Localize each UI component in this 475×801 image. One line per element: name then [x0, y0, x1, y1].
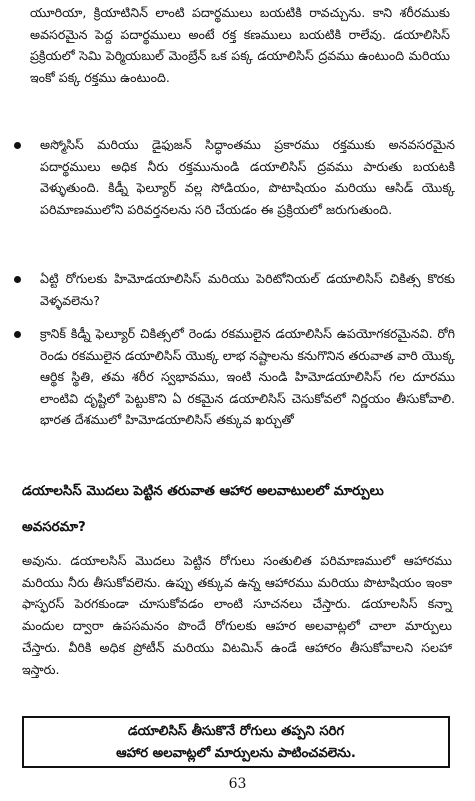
bullet-icon	[14, 276, 21, 283]
section-heading: డయాలసిస్ మొదలు పెట్టిన తరువాత ఆహార అలవాటులలో మార్పులు అవసరమా?	[22, 484, 384, 535]
notice-line-1: డయాలిసిస్ తీసుకొనే రోగులు తప్పని సరిగ	[127, 724, 345, 739]
answer-paragraph: అవును. డయాలసిస్ మొదలు పెట్టిన రోగులు సంతులిత పరిమాణములో ఆహారము మరియు నీరు తీసుకోవలెను. ఉప్పు తక్కువ ఉన్న ఆహారము మరియు పొటాషియం ఇంకా ఫాస్ఫరస్ పెరగకుండా చూసుకోవడం లాంటి సూచనలు చేస్తారు. డయాలసిస్ కన్నా మందుల ద్వారా ఉపసమనం పొందే రోగులకు ఆహర అలవాట్లలో చాలా మార్పులు చేస్తారు. వీరికి అధిక ప్రోటీన్ మరియు విటమిన్ ఉండే ఆహారం తీసుకోవాలని సలహా ఇస్తారు.	[22, 553, 452, 677]
bullet-text: క్రానిక్ కిడ్నీ ఫెల్యూర్ చికిత్సలో రెండు రకములైన డయాలిసిస్ ఉపయోగకరమైనవి. రోగి రెండు రకములైన డయాలిసిస్ యొక్క లాభ నష్టాలను కనుగొనిన తరువాత వారి యొక్క ఆర్థిక స్థితి, తమ శరీర స్వభావము, ఇంటి నుండి హిమోడయాలిసిస్ గల దూరము లాంటివి దృష్టిలో పెట్టుకొని ఏ రకమైన డయాలిసిస్ చెసుకోవలో నిర్ణయం తీసుకోవాలి. భారత దేశములో హిమోడయాలిసిస్ తక్కువ ఖర్చుతో	[40, 326, 455, 427]
intro-paragraph: యూరియా, క్రియాటినిన్ లాంటి పదార్థములు బయటికి రావచ్చును. కాని శరీరముకు అవసరమైన పెద్ద పదార్థములు అంటే రక్త కణములు బయటికి రాలేవు. డయాలిసిస్ ప్రక్రియలో సెమి పెర్మియబుల్ మెంబ్రేన్ ఒక పక్క డయాలిసిస్ ద్రవము ఉంటుంది మరియు ఇంకో పక్క రక్తము ఉంటుంది.	[30, 5, 450, 85]
notice-line-2: ఆహార అలవాట్లలో మార్పులను పాటించవలెను.	[116, 746, 356, 761]
bullet-text: ఏట్టి రోగులకు హిమోడయాలిసిస్ మరియు పెరిటోనియల్ డయాలిసిస్ చికిత్స కొరకు వెళ్ళవలెను?	[40, 271, 455, 308]
notice-box	[22, 716, 450, 768]
bullet-icon	[14, 142, 21, 149]
page-number: 63	[228, 776, 247, 792]
bullet-icon	[14, 331, 21, 338]
bullet-text: అస్మోసిస్ మరియు డైఫుజన్ సిద్ధాంతము ప్రకారము రక్తముకు అనవసరమైన పదార్థములు అధిక నీరు రక్తమునుండి డయాలిసిస్ ద్రవము పారుతు బయటకి వెళ్ళుతుంది. కిడ్నీ ఫెల్యూర్ వల్ల సోడియం, పొటాషియం మరియు ఆసిడ్ యొక్క పరిమాణములోని పరివర్తనలను సరి చేయడం ఈ ప్రక్రియలో జరుగుతుంది.	[40, 137, 455, 217]
